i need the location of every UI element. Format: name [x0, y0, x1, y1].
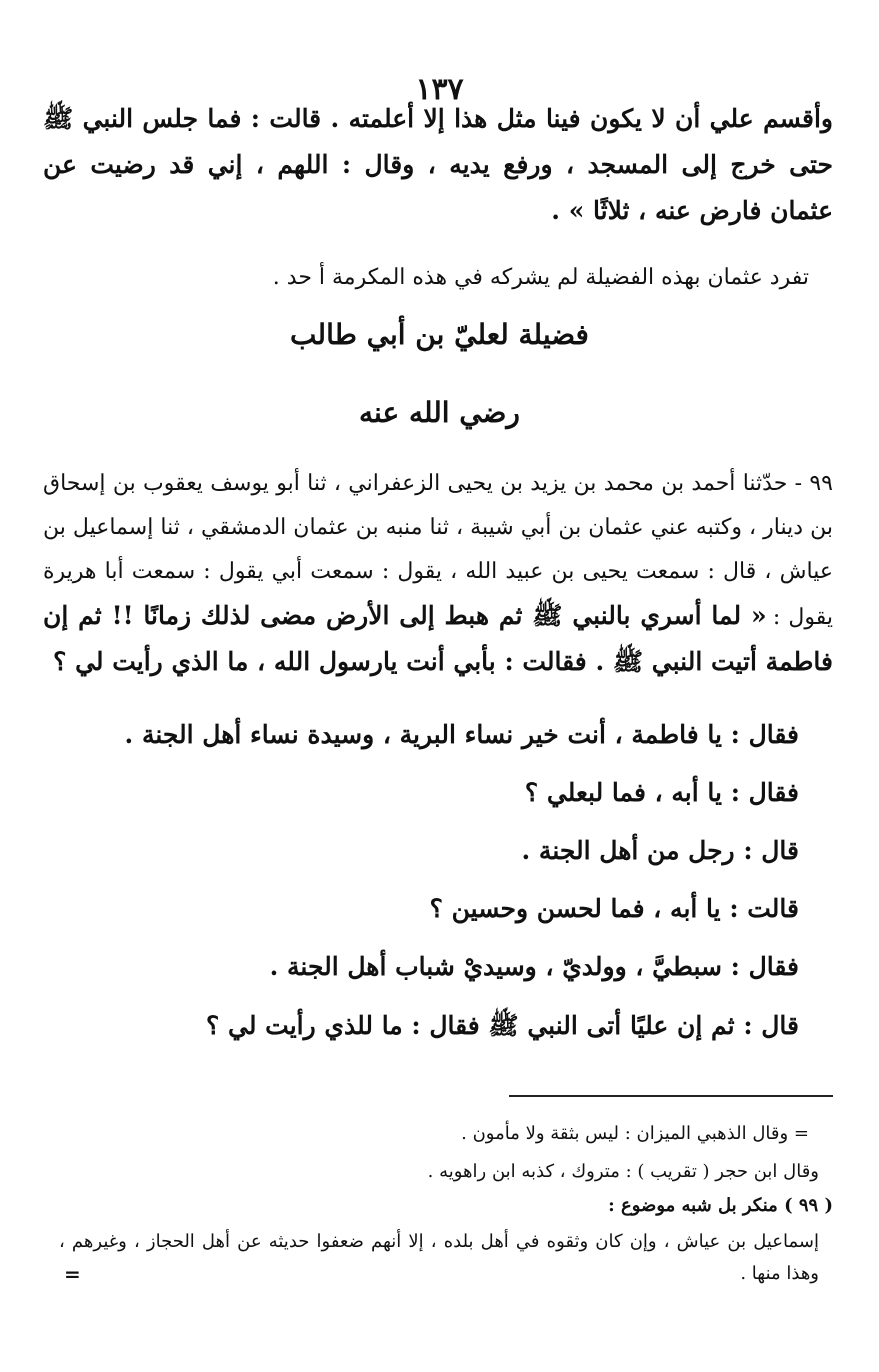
dialog-line: فقال : يا فاطمة ، أنت خير نساء البرية ، وسيدة نساء أهل الجنة . [124, 720, 799, 749]
hadith-matn: « لما أسري بالنبي ﷺ ثم هبط إلى الأرض مضى لذلك زمانًا !! ثم إن فاطمة أتيت النبي ﷺ . فقالت : بأبي أنت يارسول الله ، ما الذي رأيت لي ؟ [43, 601, 833, 676]
footnote-separator [509, 1095, 833, 1097]
footnote-2: وقال ابن حجر ( تقريب ) : متروك ، كذبه ابن راهويه . [427, 1161, 819, 1182]
dialog-line: قالت : يا أبه ، فما لحسن وحسين ؟ [429, 894, 799, 923]
dialog-line: قال : رجل من أهل الجنة . [521, 836, 799, 865]
dialog-line: فقال : سبطيَّ ، وولديّ ، وسيديْ شباب أهل الجنة . [269, 952, 799, 981]
section-heading-line2: رضي الله عنه [359, 396, 520, 429]
continuation-mark: = [64, 1262, 81, 1286]
page-number: ١٣٧ [415, 72, 464, 107]
note-line: تفرد عثمان بهذه الفضيلة لم يشركه في هذه المكرمة أ حد . [272, 265, 809, 290]
dialog-line: فقال : يا أبه ، فما لبعلي ؟ [524, 778, 799, 807]
footnote-4: إسماعيل بن عياش ، وإن كان وثقوه في أهل بلده ، إلا أنهم ضعفوا حديثه عن أهل الحجاز ، وغيرهم ، وهذا منها . [59, 1231, 820, 1284]
footnote-1: = وقال الذهبي الميزان : ليس بثقة ولا مأمون . [461, 1123, 809, 1144]
intro-paragraph: وأقسم علي أن لا يكون فينا مثل هذا إلا أعلمته . قالت : فما جلس النبي ﷺ حتى خرج إلى المسجد ، ورفع يديه ، وقال : اللهم ، إني قد رضيت عن عثمان فارض عنه ، ثلاثًا » . [43, 104, 833, 225]
dialog-line: قال : ثم إن عليًا أتى النبي ﷺ فقال : ما للذي رأيت لي ؟ [206, 1011, 799, 1040]
section-heading-line1: فضيلة لعليّ بن أبي طالب [290, 318, 589, 351]
hadith-paragraph [43, 462, 833, 684]
hadith-isnad: ٩٩ - حدّثنا أحمد بن محمد بن يزيد بن يحيى الزعفراني ، ثنا أبو يوسف يعقوب بن إسحاق بن دينار ، وكتبه عني عثمان بن أبي شيبة ، ثنا منبه بن عثمان الدمشقي ، ثنا إسماعيل بن عياش ، قال : سمعت يحيى بن عبيد الله ، يقول : سمعت أبي يقول : سمعت أبا هريرة يقول : [43, 471, 833, 630]
footnote-3: ( ٩٩ ) منكر بل شبه موضوع : [608, 1195, 833, 1216]
